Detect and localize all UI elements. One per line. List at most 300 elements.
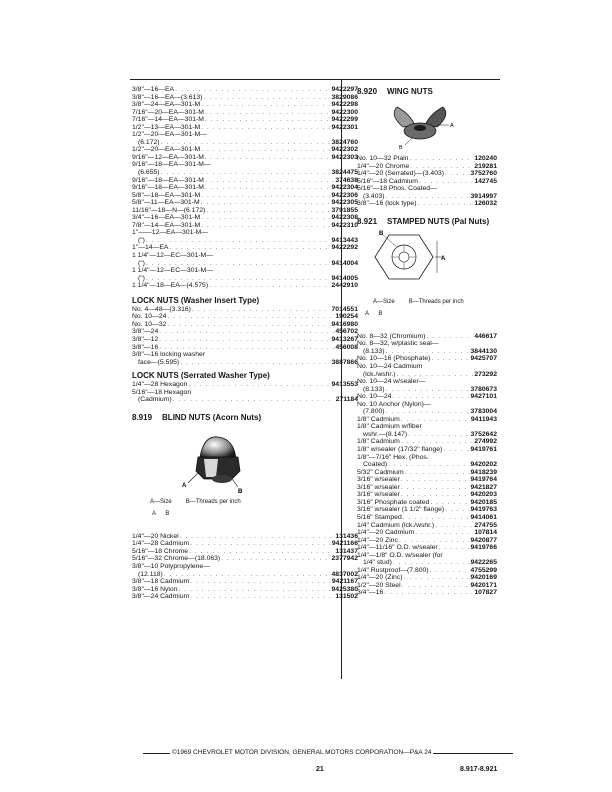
right-column: [357, 86, 497, 597]
leader-dots: [205, 154, 331, 162]
leader-dots: [201, 214, 330, 222]
svg-text:B: B: [399, 145, 403, 151]
item-description: 3/4"—16—EA—301-M: [132, 214, 201, 222]
part-number: 374638: [335, 176, 358, 184]
leader-dots: [180, 533, 335, 541]
part-number: 9422304: [331, 184, 358, 192]
part-number: 9422292: [331, 244, 358, 252]
leader-dots: [169, 244, 330, 252]
leader-dots: [209, 282, 330, 290]
list-item: [357, 559, 497, 567]
list-item: [357, 499, 497, 507]
item-description: (8.133): [363, 385, 385, 393]
part-number: 107814: [474, 529, 497, 537]
list-item: [357, 491, 497, 499]
list-item: [357, 178, 497, 186]
item-description: 9/16"—18—EA—301-M: [132, 184, 204, 192]
part-number: 9419764: [470, 476, 497, 484]
part-number: 131437: [335, 547, 358, 555]
leader-dots: [189, 548, 334, 556]
leader-dots: [188, 381, 330, 389]
leader-dots: [201, 199, 331, 207]
leader-dots: [159, 344, 334, 352]
part-number: 4837002: [331, 570, 358, 578]
list-item: [132, 344, 358, 352]
item-description: 3/16" w/sealer: [357, 476, 400, 484]
leader-dots: [386, 408, 470, 416]
list-item: [132, 86, 358, 94]
blind-nuts-list: [132, 533, 358, 601]
item-description: 3/8"—24: [132, 328, 159, 336]
copyright-footer: ©1969 CHEVROLET MOTOR DIVISION, GENERAL MOTORS CORPORATION—P&A 24: [172, 749, 432, 756]
part-number: 3829086: [331, 93, 358, 101]
leader-dots: [221, 555, 330, 563]
item-description: 1"—14—EA: [132, 244, 169, 252]
leader-dots: [146, 275, 331, 283]
item-description: 3/16" w/sealer (1 1/2" flange): [357, 506, 445, 514]
part-number: 131436: [335, 532, 358, 540]
lock-nuts-serrated-list: [132, 381, 358, 404]
leader-dots: [439, 544, 470, 552]
list-item: [357, 348, 497, 356]
list-item-description: 1/8" Cadmium w/fiber: [357, 423, 422, 431]
item-description: 3/8"—16 Nylon: [132, 585, 178, 593]
leader-dots: [190, 540, 331, 548]
list-item-description: No. 10—24 Cadmium: [357, 363, 423, 371]
leader-dots: [386, 386, 470, 394]
leader-dots: [161, 169, 331, 177]
part-number: 9422308: [331, 214, 358, 222]
item-description: No. 10—24: [132, 313, 167, 321]
leader-dots: [146, 237, 331, 245]
item-description: 1 1/4"—18—EA—(4.575): [132, 282, 209, 290]
leader-dots: [180, 359, 330, 367]
leader-dots: [201, 101, 330, 109]
list-item: [357, 567, 497, 575]
section-number: 8.919: [132, 412, 153, 422]
leader-dots: [201, 124, 330, 132]
list-item: [357, 529, 497, 537]
part-number: 3887866: [331, 358, 358, 366]
part-number: 9421167: [331, 578, 358, 586]
list-item: [357, 431, 497, 439]
list-item-description: No. 8—32, w/plastic seal—: [357, 340, 439, 348]
list-item: [132, 124, 358, 132]
part-number: 9419766: [470, 544, 497, 552]
leader-dots: [410, 163, 473, 171]
part-number: 190254: [335, 313, 358, 321]
pal-nut-illustration: [367, 227, 487, 299]
section-number: 8.921: [357, 216, 378, 226]
part-number: 7014551: [331, 305, 358, 313]
list-item: [132, 282, 358, 290]
list-item: [132, 154, 358, 162]
leader-dots: [190, 578, 331, 586]
blind-nuts-caption: [150, 499, 358, 505]
item-description: (8.133): [363, 347, 385, 355]
item-description: 1/4"—11/16" O.D. w/sealer: [357, 544, 438, 552]
leader-dots: [431, 355, 469, 363]
part-number: 9422305: [331, 199, 358, 207]
item-description: 3/8"—16 (lock type): [357, 200, 417, 208]
list-item: [132, 169, 358, 177]
list-item: [132, 192, 358, 200]
part-number: 9427101: [470, 393, 497, 401]
part-number: 9416980: [331, 320, 358, 328]
part-number: 2442910: [331, 282, 358, 290]
leader-dots: [401, 416, 470, 424]
leader-dots: [203, 94, 330, 102]
list-item: [357, 469, 497, 477]
leader-dots: [388, 461, 469, 469]
list-item: [132, 109, 358, 117]
part-number: 9422300: [331, 108, 358, 116]
section-title: WING NUTS: [387, 87, 433, 96]
item-description: No. 10—16 (Phosphate): [357, 355, 431, 363]
list-item: [132, 244, 358, 252]
part-number: 446617: [474, 332, 497, 340]
item-description: No. 10—24: [357, 393, 392, 401]
svg-text:B: B: [379, 230, 384, 237]
item-description: 5/16"—18 Cadmium: [357, 177, 418, 185]
list-item: [357, 484, 497, 492]
leader-dots: [201, 192, 330, 200]
list-item-description: 1 1/4"—12—EC—301-M—: [132, 267, 213, 275]
part-number: 9422303: [331, 153, 358, 161]
list-item: [132, 359, 358, 367]
list-item: [357, 461, 497, 469]
item-description: 3/8"—18 Cadmium: [132, 578, 190, 586]
leader-dots: [201, 222, 330, 230]
list-item: [357, 355, 497, 363]
list-item: [357, 514, 497, 522]
item-description: 3/16" w/sealer: [357, 483, 400, 491]
list-item: [357, 537, 497, 545]
part-number: 9422301: [331, 123, 358, 131]
item-description: 5/8"—18—EA—301-M: [132, 191, 201, 199]
item-description: 5/16" Stamped: [357, 513, 402, 521]
item-description: 1/4"—20 Nickel: [132, 532, 179, 540]
part-number: 9420171: [470, 581, 497, 589]
list-item: [132, 139, 358, 147]
part-number: 456702: [335, 328, 358, 336]
section-title: BLIND NUTS (Acorn Nuts): [162, 412, 262, 422]
list-item: [357, 446, 497, 454]
part-number: 9422298: [331, 101, 358, 109]
leader-dots: [175, 86, 330, 94]
list-item: [357, 582, 497, 590]
part-number: 9413443: [331, 236, 358, 244]
list-item: [132, 321, 358, 329]
leader-dots: [205, 184, 331, 192]
wing-nuts-heading: [357, 86, 497, 97]
part-number: 107827: [474, 589, 497, 597]
list-item: [132, 533, 358, 541]
list-item: [132, 396, 358, 404]
list-item-description: 3/8"—10 Polypropylene—: [132, 562, 210, 570]
list-item: [357, 193, 497, 201]
item-description: 11/16"—18—N—(6.172): [132, 206, 206, 214]
part-number: 456008: [335, 343, 358, 351]
item-description: 5/16"—32 Chrome—(18.063): [132, 555, 221, 563]
item-description: 7/8"—14—EA—301-M: [132, 221, 201, 229]
svg-text:A: A: [441, 255, 446, 262]
leader-dots: [393, 559, 470, 567]
list-item-description: 5/16"—18 Hexagon: [132, 388, 192, 396]
caption-threads: B—Threads per inch: [185, 498, 241, 505]
part-number: 9420169: [470, 574, 497, 582]
part-number: 9414061: [470, 513, 497, 521]
column-key: A B: [152, 510, 170, 517]
list-item-description: No. 10 Anchor (Nylon)—: [357, 400, 431, 408]
leader-dots: [205, 116, 331, 124]
list-item: [132, 94, 358, 102]
part-number: 3783004: [470, 408, 497, 416]
item-description: 1/4"—20 Zinc: [357, 536, 398, 544]
leader-dots: [426, 333, 473, 341]
list-item: [132, 207, 358, 215]
part-number: 9414004: [331, 259, 358, 267]
item-description: 1/2"—20 Steel: [357, 581, 401, 589]
item-description: 3/8"—16—EA: [132, 86, 175, 93]
wing-nuts-list: [357, 155, 497, 208]
part-number: 3752760: [470, 170, 497, 178]
list-item: [132, 328, 358, 336]
svg-text:B: B: [238, 488, 243, 495]
part-number: 9422302: [331, 146, 358, 154]
item-description: 5/8"—11—EA—301-M: [132, 199, 200, 207]
list-item: [132, 275, 358, 283]
part-number: 3824760: [331, 138, 358, 146]
list-item: [357, 200, 497, 208]
svg-text:A: A: [450, 123, 454, 129]
part-number: 9413553: [331, 381, 358, 389]
part-number: 9425707: [470, 355, 497, 363]
part-number: 9420202: [470, 461, 497, 469]
item-description: No. 8—32 (Chromium): [357, 332, 426, 340]
item-description: 1/4"—20 (Zinc): [357, 574, 403, 582]
leader-dots: [159, 328, 334, 336]
part-number: 271184: [335, 396, 358, 404]
list-item-description: 1 1/4"—12—EC—301-M—: [132, 252, 213, 260]
leader-dots: [435, 522, 473, 530]
item-description: 3/8"—24 Cadmium: [132, 593, 190, 601]
part-number: 3824475: [331, 169, 358, 177]
part-number: 9414005: [331, 274, 358, 282]
item-description: 1/4"—20 Chrome: [357, 162, 410, 170]
column-key: A B: [365, 310, 383, 317]
section-number: 8.920: [357, 87, 378, 96]
part-number: 120240: [474, 155, 497, 162]
item-description: Coated): [363, 461, 388, 469]
list-item: [357, 589, 497, 597]
part-number: 9411943: [470, 415, 497, 423]
part-number: 126032: [474, 200, 497, 208]
leader-dots: [408, 431, 469, 439]
caption-size: A—Size: [150, 498, 172, 505]
part-number: 3791855: [331, 206, 358, 214]
part-number: 9422265: [470, 559, 497, 567]
part-number: 274755: [474, 521, 497, 529]
item-description: (lck./wshr.): [363, 370, 396, 378]
list-item: [132, 306, 358, 314]
part-number: 9421827: [470, 483, 497, 491]
list-item: [132, 199, 358, 207]
list-item: [132, 177, 358, 185]
leader-dots: [173, 396, 335, 404]
leader-dots: [386, 193, 470, 201]
section-title: STAMPED NUTS (Pal Nuts): [387, 216, 490, 226]
item-description: 1/4" Rustproof—(7.800): [357, 566, 429, 574]
part-number: 9421166: [331, 540, 358, 548]
list-item: [357, 416, 497, 424]
item-description: 5/32" Cadmium: [357, 468, 404, 476]
part-number: 2377942: [331, 555, 358, 563]
list-item: [132, 586, 358, 594]
item-description: 1/4" stud): [363, 559, 392, 567]
leader-dots: [419, 178, 473, 186]
item-description: 1/8" w/sealer (17/32" flange): [357, 446, 443, 454]
list-item: [132, 184, 358, 192]
leader-dots: [205, 109, 331, 117]
lock-nuts-washer-list: [132, 306, 358, 366]
list-item: [132, 260, 358, 268]
leader-dots: [146, 260, 331, 268]
item-description: ("): [138, 274, 145, 282]
leader-dots: [415, 529, 473, 537]
item-description: No. 10—32 Plain: [357, 155, 409, 162]
item-description: 1/2"—20—EA—301-M: [132, 146, 201, 154]
list-item-description: No. 10—24 w/sealer—: [357, 378, 426, 386]
part-number: 9419761: [470, 446, 497, 454]
item-description: 7/16"—14—EA—301-M: [132, 116, 204, 124]
leader-dots: [386, 348, 470, 356]
list-item: [132, 237, 358, 245]
leader-dots: [405, 469, 470, 477]
list-item: [132, 214, 358, 222]
leader-dots: [401, 476, 470, 484]
part-number: 9420185: [470, 498, 497, 506]
leader-dots: [430, 499, 469, 507]
leader-dots: [206, 207, 330, 215]
part-number: 9420203: [470, 491, 497, 499]
leader-dots: [164, 571, 331, 579]
part-number: 9422310: [331, 221, 358, 229]
list-item: [132, 313, 358, 321]
item-description: 9/16"—18—EA—301-M: [132, 176, 204, 184]
list-item-description: 9/16"—18—EA—301-M—: [132, 161, 211, 169]
nut-list-top: [132, 86, 358, 290]
leader-dots: [409, 155, 473, 163]
list-item: [132, 336, 358, 344]
lock-nuts-washer-heading: LOCK NUTS (Washer Insert Type): [132, 295, 260, 305]
list-item: [132, 540, 358, 548]
item-description: 7/16"—20—EA—301-M: [132, 108, 204, 116]
item-description: 1/4" Cadmium (lck./wshr.): [357, 521, 435, 529]
stamped-nuts-list: [357, 333, 497, 597]
list-item: [357, 163, 497, 171]
leader-dots: [417, 200, 473, 208]
part-number: 273292: [474, 370, 497, 378]
leader-dots: [402, 582, 470, 590]
item-description: ("): [138, 236, 145, 244]
item-description: 3/16" w/sealer: [357, 491, 400, 499]
leader-dots: [178, 586, 330, 594]
lock-nuts-serrated-heading: LOCK NUTS (Serrated Washer Type): [132, 371, 270, 381]
item-description: No. 4—48—(3.316): [132, 305, 191, 313]
item-description: No. 10—32: [132, 320, 167, 328]
item-description: 1/8" Cadmium: [357, 438, 400, 446]
list-item: [132, 555, 358, 563]
list-item: [357, 386, 497, 394]
list-item: [357, 393, 497, 401]
part-number: 131502: [335, 593, 358, 601]
item-description: 1/4"—20 Cadmium: [357, 529, 415, 537]
item-description: (7.800): [363, 408, 385, 416]
item-description: 3/4"—16: [357, 589, 384, 597]
item-description: wshr.—(8.147): [363, 430, 408, 438]
list-item: [357, 408, 497, 416]
part-number: 3914997: [470, 192, 497, 200]
item-description: face—(5.595): [138, 358, 180, 366]
item-description: (6.172): [138, 138, 160, 146]
stamped-nuts-caption: [373, 299, 497, 305]
list-item: [357, 476, 497, 484]
page-number: 21: [316, 766, 324, 773]
part-number: 9413267: [331, 335, 358, 343]
item-description: 1/2"—13—EA—301-M: [132, 123, 201, 131]
leader-dots: [161, 139, 331, 147]
part-number: 3780673: [470, 385, 497, 393]
list-item-description: 1/4"—1/8" O.D. w/sealer (for: [357, 551, 443, 559]
leader-dots: [384, 589, 473, 597]
list-item: [357, 574, 497, 582]
item-description: 3/8"—16—EA—(3.613): [132, 93, 203, 101]
section-range: 8.917-8.921: [460, 766, 498, 773]
leader-dots: [399, 537, 470, 545]
wing-nut-illustration: [375, 97, 495, 155]
item-description: ("): [138, 259, 145, 267]
part-number: 9422299: [331, 116, 358, 124]
list-item: [132, 146, 358, 154]
leader-dots: [190, 593, 334, 601]
leader-dots: [401, 491, 470, 499]
leader-dots: [443, 446, 469, 454]
list-item: [357, 371, 497, 379]
part-number: 9419763: [470, 506, 497, 514]
part-number: 142745: [474, 177, 497, 185]
part-number: 274992: [474, 438, 497, 446]
part-number: 3844130: [470, 347, 497, 355]
svg-text:A: A: [182, 482, 187, 489]
list-item: [132, 593, 358, 601]
part-number: 3752642: [470, 430, 497, 438]
leader-dots: [392, 393, 469, 401]
blind-nuts-heading: [132, 412, 358, 423]
item-description: 3/8"—24—EA—301-M: [132, 101, 201, 109]
list-item-description: 1/8"—7/16" Hex. (Phos.: [357, 453, 429, 461]
leader-dots: [167, 321, 330, 329]
list-item: [357, 155, 497, 163]
leader-dots: [401, 438, 473, 446]
list-item: [357, 506, 497, 514]
list-item: [357, 522, 497, 530]
item-description: (Cadmium): [138, 396, 172, 404]
list-item: [132, 571, 358, 579]
part-number: 4755299: [470, 566, 497, 574]
leader-dots: [403, 574, 469, 582]
item-description: (6.655): [138, 169, 160, 177]
